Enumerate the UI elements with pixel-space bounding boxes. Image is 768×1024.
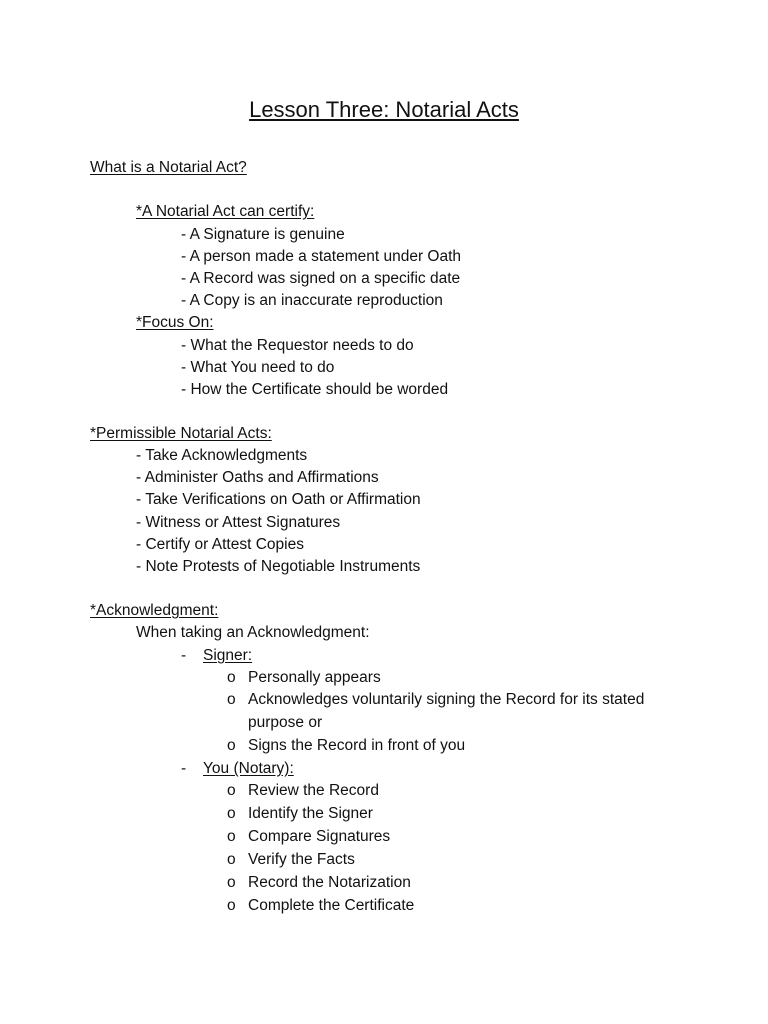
list-item: Record the Notarization (248, 874, 411, 891)
section-heading-permissible: *Permissible Notarial Acts: (90, 425, 272, 442)
section-heading-what-is: What is a Notarial Act? (90, 159, 247, 176)
dash-marker: - (181, 760, 187, 777)
list-item: Compare Signatures (248, 828, 391, 845)
bullet-marker: o (227, 737, 236, 754)
list-item: - What You need to do (181, 359, 335, 376)
list-item: - Note Protests of Negotiable Instruments (136, 558, 421, 575)
list-item: Identify the Signer (248, 805, 373, 822)
list-item: Review the Record (248, 782, 379, 799)
list-item: - A Signature is genuine (181, 226, 345, 243)
list-item: Personally appears (248, 669, 381, 686)
list-item: - Certify or Attest Copies (136, 536, 304, 553)
list-item: Verify the Facts (248, 851, 355, 868)
dash-marker: - (181, 647, 187, 664)
list-item: Signs the Record in front of you (248, 737, 466, 754)
list-item: - A Copy is an inaccurate reproduction (181, 292, 443, 309)
list-item: - Take Acknowledgments (136, 447, 308, 464)
certify-heading: *A Notarial Act can certify: (136, 203, 315, 220)
list-item: - Take Verifications on Oath or Affirmation (136, 491, 421, 508)
list-item: - Administer Oaths and Affirmations (136, 469, 379, 486)
bullet-marker: o (227, 874, 236, 891)
focus-heading: *Focus On: (136, 314, 214, 331)
bullet-marker: o (227, 897, 236, 914)
page-title: Lesson Three: Notarial Acts (249, 97, 519, 122)
section-heading-acknowledgment: *Acknowledgment: (90, 602, 219, 619)
list-item: Complete the Certificate (248, 897, 415, 914)
list-item: - How the Certificate should be worded (181, 381, 449, 398)
list-item-continued: purpose or (248, 714, 323, 731)
list-item: - What the Requestor needs to do (181, 337, 414, 354)
notary-label: You (Notary): (203, 760, 294, 777)
bullet-marker: o (227, 691, 236, 708)
list-item: - A person made a statement under Oath (181, 248, 462, 265)
bullet-marker: o (227, 851, 236, 868)
list-item: - Witness or Attest Signatures (136, 514, 341, 531)
list-item: - A Record was signed on a specific date (181, 270, 461, 287)
bullet-marker: o (227, 782, 236, 799)
bullet-marker: o (227, 805, 236, 822)
bullet-marker: o (227, 828, 236, 845)
list-item: Acknowledges voluntarily signing the Record for its stated (248, 691, 645, 708)
acknowledgment-intro: When taking an Acknowledgment: (136, 624, 370, 641)
signer-label: Signer: (203, 647, 253, 664)
bullet-marker: o (227, 669, 236, 686)
